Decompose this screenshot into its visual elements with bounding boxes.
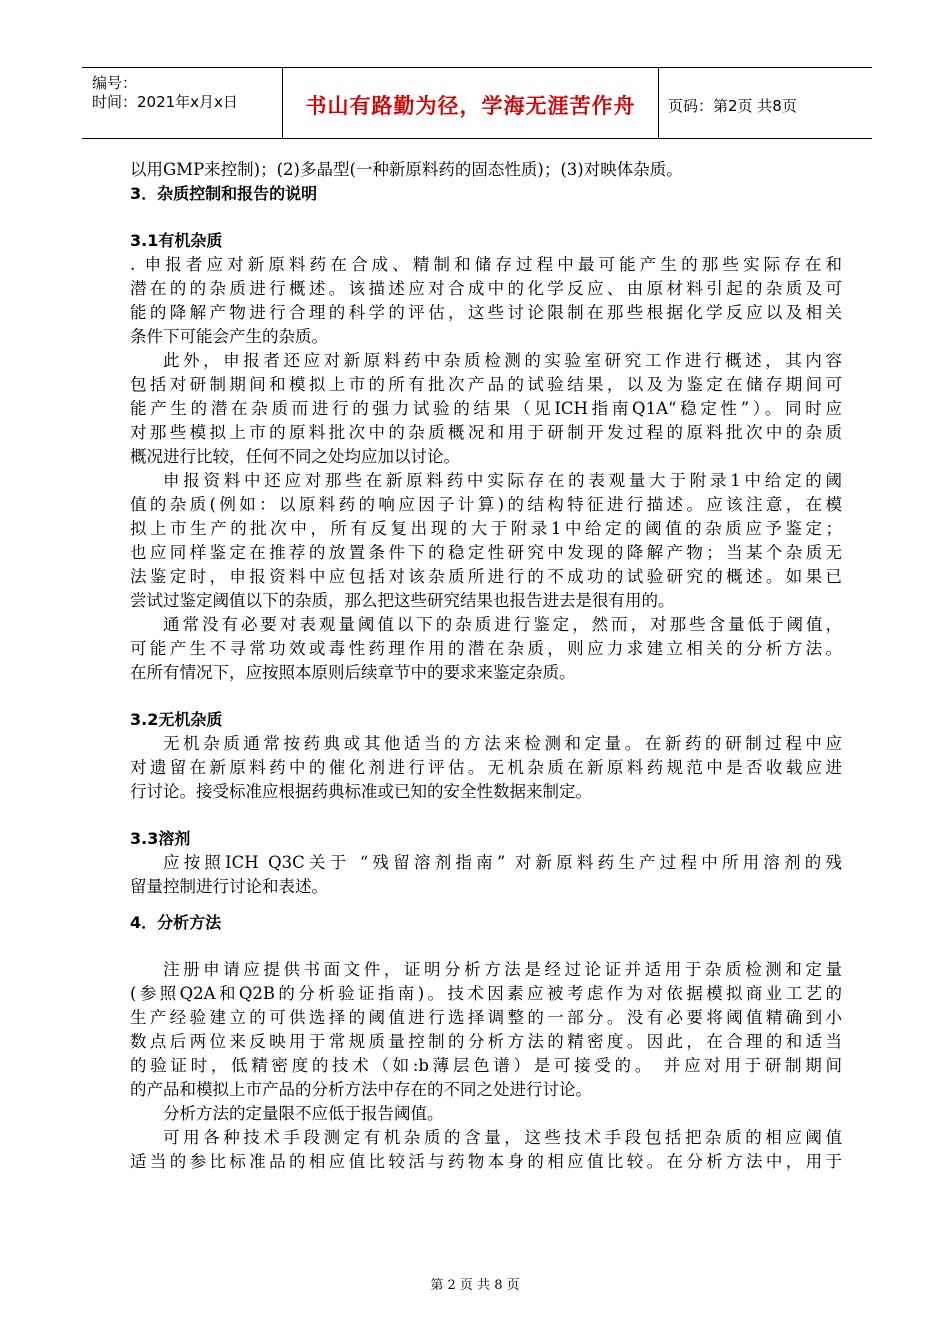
text-line: 此外，申报者还应对新原料药中杂质检测的实验室研究工作进行概述，其内容 bbox=[163, 351, 842, 370]
text-line: 尝试过鉴定阈值以下的杂质，那么把这些研究结果也报告进去是很有用的。 bbox=[130, 591, 675, 610]
paragraph-measurement-techniques bbox=[130, 1126, 842, 1174]
document-number-label: 编号： bbox=[92, 74, 138, 92]
text-line: 对遗留在新原料药中的催化剂进行评估。无机杂质在新原料药规范中是否收载应进 bbox=[130, 758, 842, 777]
paragraph-threshold-identification bbox=[130, 613, 842, 685]
text-line: 能的降解产物进行合理的科学的评估，这些讨论限制在那些根据化学反应以及相关 bbox=[130, 303, 842, 322]
text-line: 可能产生不寻常功效或毒性药理作用的潜在杂质，则应力求建立相关的分析方法。 bbox=[130, 639, 842, 658]
section-heading-3-1: 3.1有机杂质 bbox=[130, 231, 223, 250]
paragraph-organic-overview bbox=[130, 253, 842, 349]
text-line: 留量控制进行讨论和表述。 bbox=[130, 877, 328, 896]
text-line: 的验证时，低精密度的技术（如:b薄层色谱）是可接受的。 并应对用于研制期间 bbox=[130, 1056, 842, 1075]
text-line: 注册申请应提供书面文件，证明分析方法是经过论证并适用于杂质检测和定量 bbox=[163, 960, 842, 979]
text-line: 包括对研制期间和模拟上市的所有批次产品的试验结果，以及为鉴定在储存期间可 bbox=[130, 375, 842, 394]
text-line: 行讨论。接受标准应根据药典标准或已知的安全性数据来制定。 bbox=[130, 782, 592, 801]
text-line: 能产生的潜在杂质而进行的强力试验的结果（见ICH指南Q1A“稳定性”）。同时应 bbox=[130, 399, 842, 418]
text-line: 分析方法的定量限不应低于报告阈值。 bbox=[163, 1104, 444, 1123]
section-heading-4: 4．分析方法 bbox=[130, 913, 222, 932]
paragraph-solvents bbox=[130, 851, 842, 899]
text-line: 无机杂质通常按药典或其他适当的方法来检测和定量。在新药的研制过程中应 bbox=[163, 734, 842, 753]
section-heading-3-2: 3.2无机杂质 bbox=[130, 710, 223, 729]
text-line: 的产品和模拟上市产品的分析方法中存在的不同之处进行讨论。 bbox=[130, 1080, 592, 1099]
document-time-label: 时间：2021年x月x日 bbox=[92, 93, 238, 111]
text-line: 值的杂质(例如：以原料药的响应因子计算)的结构特征进行描述。应该注意，在模 bbox=[130, 495, 842, 514]
section-heading-3-3: 3.3溶剂 bbox=[130, 829, 191, 848]
text-line: 适当的参比标准品的相应值比较活与药物本身的相应值比较。在分析方法中，用于 bbox=[130, 1152, 842, 1171]
page-header bbox=[82, 67, 872, 139]
header-motto: 书山有路勤为径，学海无涯苦作舟 bbox=[305, 94, 636, 118]
header-page-number: 页码：第2页 共8页 bbox=[668, 96, 797, 115]
paragraph-analytical-methods bbox=[130, 958, 842, 1102]
text-line: 条件下可能会产生的杂质。 bbox=[130, 327, 328, 346]
text-line: 对那些模拟上市的原料批次中的杂质概况和用于研制开发过程的原料批次中的杂质 bbox=[130, 423, 842, 442]
text-line: 以用GMP来控制)；(2)多晶型(一种新原料药的固态性质)；(3)对映体杂质。 bbox=[130, 160, 683, 179]
text-line: 申报资料中还应对那些在新原料药中实际存在的表观量大于附录1中给定的阈 bbox=[163, 471, 842, 490]
header-motto-cell bbox=[282, 68, 659, 138]
text-line: 概况进行比较，任何不同之处均应加以讨论。 bbox=[130, 447, 460, 466]
text-line: 在所有情况下，应按照本原则后续章节中的要求来鉴定杂质。 bbox=[130, 663, 576, 682]
document-body bbox=[130, 158, 842, 1174]
text-line: 法鉴定时，申报资料中应包括对该杂质所进行的不成功的试验研究的概述。如果已 bbox=[130, 567, 842, 586]
text-line: (参照Q2A和Q2B的分析验证指南)。技术因素应被考虑作为对依据模拟商业工艺的 bbox=[130, 984, 842, 1003]
text-line: 拟上市生产的批次中，所有反复出现的大于附录1中给定的阈值的杂质应予鉴定； bbox=[130, 519, 842, 538]
text-line: 应按照ICH Q3C关于 “残留溶剂指南” 对新原料药生产过程中所用溶剂的残 bbox=[163, 853, 842, 872]
section-heading-3: 3．杂质控制和报告的说明 bbox=[130, 184, 318, 203]
paragraph-inorganic bbox=[130, 732, 842, 804]
text-line: 生产经验建立的可供选择的阈值进行选择调整的一部分。没有必要将阈值精确到小 bbox=[130, 1008, 842, 1027]
text-line: 数点后两位来反映用于常规质量控制的分析方法的精密度。因此，在合理的和适当 bbox=[130, 1032, 842, 1051]
paragraph-structure-characterization bbox=[130, 469, 842, 613]
text-line: 也应同样鉴定在推荐的放置条件下的稳定性研究中发现的降解产物；当某个杂质无 bbox=[130, 543, 842, 562]
paragraph-lab-studies bbox=[130, 349, 842, 469]
text-line: 潜在的的杂质进行概述。该描述应对合成中的化学反应、由原材料引起的杂质及可 bbox=[130, 279, 842, 298]
text-line: 可用各种技术手段测定有机杂质的含量，这些技术手段包括把杂质的相应阈值 bbox=[163, 1128, 842, 1147]
text-line: . 申报者应对新原料药在合成、精制和储存过程中最可能产生的那些实际存在和 bbox=[130, 255, 842, 274]
header-meta bbox=[82, 68, 282, 138]
text-line: 通常没有必要对表观量阈值以下的杂质进行鉴定，然而，对那些含量低于阈值， bbox=[163, 615, 842, 634]
page-footer: 第 2 页 共 8 页 bbox=[430, 1278, 520, 1293]
